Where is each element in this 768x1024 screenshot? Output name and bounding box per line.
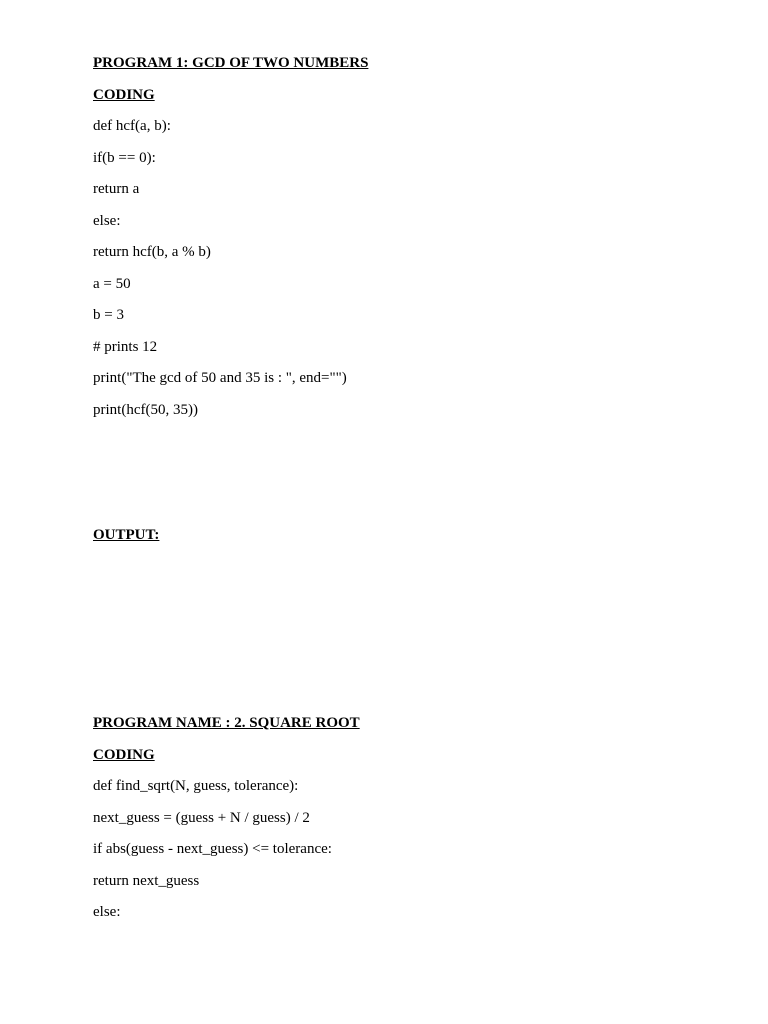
code-line: def hcf(a, b): (93, 118, 171, 134)
code-line: def find_sqrt(N, guess, tolerance): (93, 778, 299, 794)
code-line: print("The gcd of 50 and 35 is : ", end="") (93, 370, 347, 386)
code-line: a = 50 (93, 276, 131, 292)
program-1-coding-heading: CODING (93, 87, 155, 103)
code-line: return a (93, 181, 140, 197)
code-line: else: (93, 213, 121, 229)
code-line: if abs(guess - next_guess) <= tolerance: (93, 841, 332, 857)
program-1-title: PROGRAM 1: GCD OF TWO NUMBERS (93, 55, 369, 71)
code-line: # prints 12 (93, 339, 158, 355)
code-line: if(b == 0): (93, 150, 156, 166)
code-line: print(hcf(50, 35)) (93, 402, 198, 418)
code-line: next_guess = (guess + N / guess) / 2 (93, 810, 310, 826)
code-line: return next_guess (93, 873, 200, 889)
code-line: else: (93, 904, 121, 920)
program-2-title: PROGRAM NAME : 2. SQUARE ROOT (93, 715, 360, 731)
code-line: b = 3 (93, 307, 124, 323)
code-line: return hcf(b, a % b) (93, 244, 211, 260)
program-1-output-heading: OUTPUT: (93, 527, 160, 543)
program-2-coding-heading: CODING (93, 747, 155, 763)
